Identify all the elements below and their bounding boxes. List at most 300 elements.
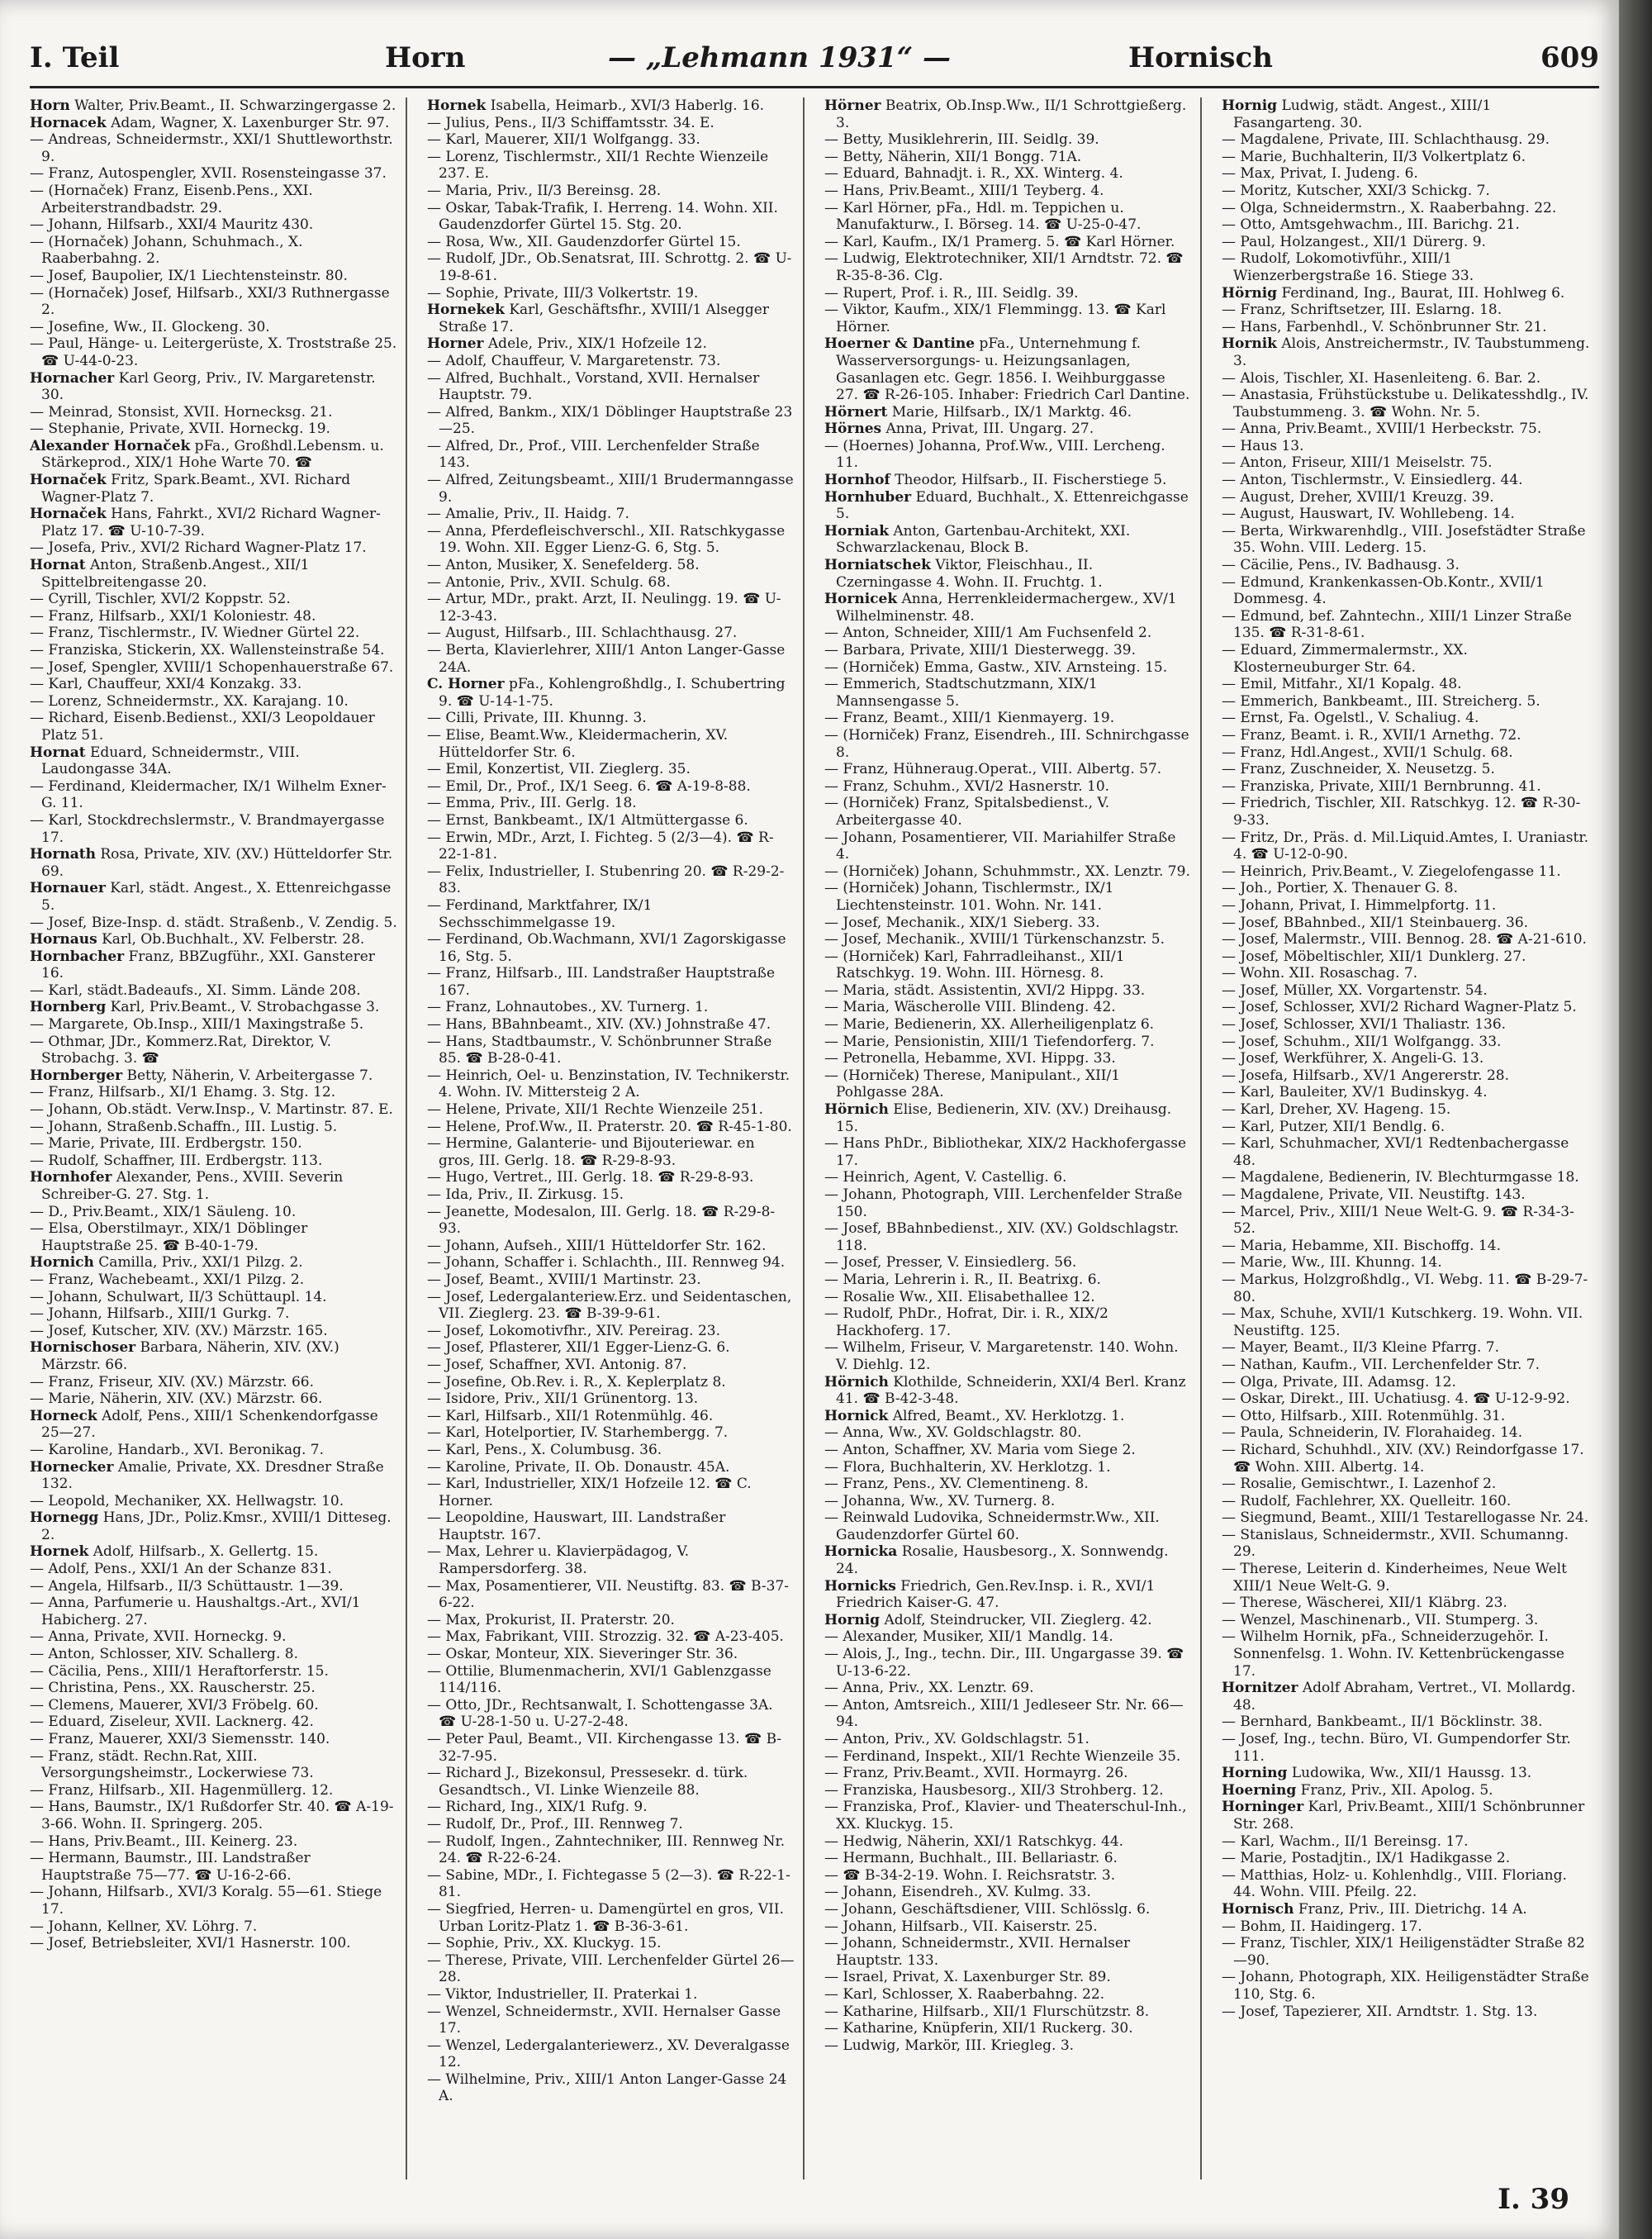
directory-entry: [427, 1067, 795, 1101]
entry-details: — Clemens, Mauerer, XVI/3 Fröbelg. 60.: [30, 1696, 319, 1714]
directory-entry: [30, 1084, 397, 1101]
directory-entry: [30, 1220, 397, 1254]
entry-details: — Angela, Hilfsarb., II/3 Schüttaustr. 1—39.: [30, 1577, 344, 1595]
directory-entry: [427, 931, 795, 965]
entry-surname: Hornitzer: [1222, 1680, 1298, 1697]
directory-entry: [30, 744, 397, 778]
entry-details: — Karl, Wachm., II/1 Bereinsg. 17.: [1222, 1833, 1469, 1850]
entry-details: — (Horniček) Emma, Gastw., XIV. Arnsteing. 15.: [824, 658, 1168, 676]
directory-entry: [824, 1509, 1192, 1543]
entry-details: — Anton, Musiker, X. Senefelderg. 58.: [427, 557, 700, 574]
entry-details: — Karl Hörner, pFa., Hdl. m. Teppichen u. Manufakturw., I. Börseg. 14. ☎ U-25-0-47.: [824, 199, 1142, 234]
directory-entry: [824, 1628, 1192, 1646]
entry-details: — Wenzel, Ledergalanteriewerz., XV. Deveralgasse 12.: [427, 2037, 790, 2071]
entry-details: — Joh., Portier, X. Thenauer G. 8.: [1222, 880, 1459, 897]
entry-details: — Christina, Pens., XX. Rauscherstr. 25.: [30, 1680, 316, 1697]
directory-entry: [824, 1442, 1192, 1459]
entry-details: — Karl, Hilfsarb., XII/1 Rotenmühlg. 46.: [427, 1407, 714, 1424]
directory-entry: [824, 250, 1192, 284]
entry-details: — Edmund, bef. Zahntechn., XIII/1 Linzer Straße 135. ☎ R-31-8-61.: [1222, 607, 1572, 642]
directory-entry: [427, 302, 795, 335]
entry-details: — Rosalie, Gemischtwr., I. Lazenhof 2.: [1222, 1476, 1497, 1493]
entry-details: Hans, JDr., Poliz.Kmsr., XVIII/1 Ditteseg. 2.: [41, 1509, 392, 1543]
directory-entry: [824, 1833, 1192, 1851]
entry-details: Karl, Priv.Beamt., XIII/1 Schönbrunner Str. 268.: [1233, 1799, 1585, 1833]
entry-details: — Karoline, Private, II. Ob. Donaustr. 45A.: [427, 1458, 730, 1476]
entry-details: — Heinrich, Oel- u. Benzinstation, IV. Technikerstr. 4. Wohn. IV. Mittersteig 2 A.: [427, 1067, 790, 1101]
entry-details: — Franz, Autospengler, XVII. Rosensteingasse 37.: [30, 165, 387, 183]
entry-details: — Wilhelmine, Priv., XIII/1 Anton Langer-Gasse 24 A.: [427, 2070, 787, 2105]
entry-details: — Marie, Bedienerin, XX. Allerheiligenplatz 6.: [824, 1016, 1155, 1034]
entry-details: — Josef, Möbeltischler, XII/1 Dunklerg. 27.: [1222, 948, 1526, 965]
entry-details: — Rudolf, Lokomotivführ., XIII/1 Wienzerbergstraße 16. Stiege 33.: [1222, 250, 1474, 284]
entry-details: — Rupert, Prof. i. R., III. Seidlg. 39.: [824, 284, 1079, 302]
entry-details: — Hans, Farbenhdl., V. Schönbrunner Str. 21.: [1222, 318, 1547, 335]
directory-entry: [30, 1561, 397, 1578]
directory-entry: [824, 421, 1192, 438]
entry-details: — Oskar, Tabak-Trafik, I. Herreng. 14. Wohn. XII. Gaudenzdorfer Gürtel 15. Stg. 20.: [427, 199, 778, 234]
entry-details: — Johann, Aufseh., XIII/1 Hütteldorfer Str. 162.: [427, 1237, 767, 1254]
directory-entry: [824, 1374, 1192, 1408]
directory-entry: [427, 1663, 795, 1697]
directory-entry: [30, 1714, 397, 1731]
entry-surname: Hörnert: [824, 403, 888, 421]
entry-details: — Eduard, Zimmermalermstr., XX. Klosterneuburger Str. 64.: [1222, 642, 1468, 676]
entry-details: — Anton, Schneider, XIII/1 Am Fuchsenfeld 2.: [824, 625, 1152, 642]
directory-entry: [1222, 523, 1591, 557]
directory-entry: [30, 1390, 397, 1408]
entry-surname: C. Horner: [427, 676, 505, 693]
directory-entry: [427, 285, 795, 302]
entry-details: Rosalie, Hausbesorg., X. Sonnwendg. 24.: [836, 1543, 1169, 1578]
directory-entry: [1222, 438, 1591, 455]
directory-entry: [1222, 642, 1591, 676]
entry-details: — Johann, Schneidermstr., XVII. Hernalser Hauptstr. 133.: [824, 1935, 1131, 1969]
entry-details: — Helene, Private, XII/1 Rechte Wienzeile 251.: [427, 1101, 763, 1119]
entry-details: — Johann, Geschäftsdiener, VIII. Schlösslg. 6.: [824, 1900, 1151, 1918]
entry-surname: Hornicks: [824, 1577, 896, 1595]
directory-entry: [824, 183, 1192, 200]
entry-details: — Emma, Priv., III. Gerlg. 18.: [427, 795, 637, 812]
directory-entry: [427, 1135, 795, 1169]
directory-entry: [1222, 1680, 1591, 1714]
entry-details: — Johann, Privat, I. Himmelpfortg. 11.: [1222, 896, 1497, 914]
entry-details: — Berta, Wirkwarenhdlg., VIII. Josefstädter Straße 35. Wohn. VIII. Lederg. 15.: [1222, 522, 1586, 557]
entry-details: — Katharine, Hilfsarb., XII/1 Flurschützstr. 8.: [824, 2003, 1150, 2020]
entry-details: — Josef, Spengler, XVIII/1 Schopenhauerstraße 67.: [30, 658, 394, 676]
directory-entry: [427, 1119, 795, 1136]
directory-entry: [824, 1305, 1192, 1339]
directory-entry: [427, 472, 795, 506]
entry-details: — (Horniček) Johann, Schuhmmstr., XX. Lenztr. 79.: [824, 863, 1190, 880]
entry-details: — (Horniček) Therese, Manipulant., XII/1 Pohlgasse 28A.: [824, 1067, 1121, 1101]
directory-entry: [30, 115, 397, 132]
entry-details: — Franz, Mauerer, XXI/3 Siemensstr. 140.: [30, 1731, 330, 1747]
entry-details: — (Horniček) Franz, Eisendreh., III. Schnirchgasse 8.: [824, 726, 1189, 761]
entry-details: — Josef, Tapezierer, XII. Arndtstr. 1. Stg. 13.: [1222, 2003, 1538, 2020]
entry-details: — Marie, Private, III. Erdbergstr. 150.: [30, 1135, 302, 1153]
entry-details: pFa., Kohlengroßhdlg., I. Schubertring 9. ☎ U-14-1-75.: [439, 676, 786, 710]
directory-entry: [824, 1476, 1192, 1493]
directory-entry: [30, 1663, 397, 1680]
entry-details: — Marcel, Priv., XIII/1 Neue Welt-G. 9. ☎ R-34-3-52.: [1222, 1203, 1574, 1238]
entry-details: — Max, Posamentierer, VII. Neustiftg. 83. ☎ B-37-6-22.: [427, 1577, 790, 1612]
directory-entry: [427, 234, 795, 251]
entry-details: — Alois, Tischler, XI. Hasenleiteng. 6. Bar. 2.: [1222, 369, 1541, 387]
entry-surname: Hornecker: [30, 1458, 114, 1476]
entry-details: — Cyrill, Tischler, XVI/2 Koppstr. 52.: [30, 591, 291, 608]
entry-details: — Johann, Schulwart, II/3 Schüttaupl. 14.: [30, 1288, 327, 1305]
entry-surname: Hornischoser: [30, 1339, 136, 1357]
directory-entry: [824, 1578, 1192, 1612]
entry-details: — Rudolf, Dr., Prof., III. Rennweg 7.: [427, 1815, 683, 1833]
directory-entry: [427, 1646, 795, 1663]
directory-entry: [1222, 795, 1591, 829]
directory-entry: [30, 676, 397, 693]
entry-details: — Maria, Hebamme, XII. Bischoffg. 14.: [1222, 1237, 1501, 1254]
entry-details: Adolf, Steindrucker, VII. Zieglerg. 42.: [884, 1611, 1152, 1628]
directory-entry: [824, 1220, 1192, 1254]
directory-entry: [427, 642, 795, 676]
directory-entry: [30, 642, 397, 659]
directory-entry: [427, 404, 795, 438]
directory-entry: [1222, 1408, 1591, 1425]
entry-details: — Barbara, Private, XIII/1 Diesterwegg. 39.: [824, 642, 1136, 658]
entry-details: — Josef, Malermstr., VIII. Bennog. 28. ☎ A-21-610.: [1222, 931, 1587, 948]
directory-entry: [30, 1254, 397, 1272]
entry-details: — Josefine, Ob.Rev. i. R., X. Keplerplatz 8.: [427, 1373, 726, 1390]
directory-entry: [824, 931, 1192, 948]
entry-details: — Fritz, Dr., Präs. d. Mil.Liquid.Amtes, I. Uraniastr. 4. ☎ U-12-0-90.: [1222, 829, 1589, 863]
entry-surname: Hornhuber: [824, 488, 912, 506]
directory-entry: [1222, 1390, 1591, 1408]
entry-details: — Marie, Postadjtin., IX/1 Hadikgasse 2.: [1222, 1850, 1511, 1867]
directory-entry: [30, 183, 397, 216]
directory-entry: [30, 710, 397, 744]
entry-details: — Rudolf, Ingen., Zahntechniker, III. Rennweg Nr. 24. ☎ R-22-6-24.: [427, 1833, 786, 1867]
entry-details: Karl, Priv.Beamt., V. Strobachgasse 3.: [110, 999, 380, 1016]
entry-surname: Hörner: [824, 97, 881, 114]
directory-entry: [824, 1612, 1192, 1629]
entry-details: — Wohn. XII. Rosaschag. 7.: [1222, 965, 1418, 982]
directory-entry: [427, 1289, 795, 1323]
directory-entry: [427, 1374, 795, 1391]
entry-details: — Max, Lehrer u. Klavierpädagog, V. Rampersdorferg. 38.: [427, 1543, 690, 1578]
directory-entry: [1222, 1442, 1591, 1476]
entry-details: — Johann, Posamentierer, VII. Mariahilfer Straße 4.: [824, 829, 1176, 863]
directory-entry: [427, 1935, 795, 1952]
entry-details: — Hedwig, Näherin, XXI/1 Ratschkyg. 44.: [824, 1833, 1124, 1850]
directory-entry: [824, 659, 1192, 677]
entry-details: — Heinrich, Agent, V. Castellig. 6.: [824, 1169, 1067, 1186]
directory-entry: [427, 131, 795, 149]
entry-details: Karl, Geschäftsfhr., XVIII/1 Alsegger Straße 17.: [439, 302, 769, 335]
entry-details: — Anton, Amtsreich., XIII/1 Jedleseer Str. Nr. 66—94.: [824, 1696, 1184, 1731]
entry-details: — Othmar, JDr., Kommerz.Rat, Direktor, V. Strobachg. 3. ☎: [30, 1033, 331, 1067]
entry-details: — Eduard, Ziseleur, XVII. Lacknerg. 42.: [30, 1714, 314, 1731]
entry-details: — Josefine, Ww., II. Glockeng. 30.: [30, 318, 270, 335]
entry-details: — Julius, Pens., II/3 Schiffamtsstr. 34. E.: [427, 114, 714, 131]
entry-details: — Johann, Hilfsarb., XXI/4 Mauritz 430.: [30, 216, 314, 234]
directory-entry: [427, 2037, 795, 2071]
entry-surname: Hornisch: [1222, 1900, 1294, 1918]
entry-details: — Alfred, Bankm., XIX/1 Döblinger Hauptstraße 23—25.: [427, 403, 793, 438]
entry-details: — Magdalene, Private, III. Schlachthausg. 29.: [1222, 131, 1550, 149]
directory-entry: [824, 489, 1192, 523]
column-3: [824, 97, 1202, 2180]
directory-entry: [30, 1595, 397, 1628]
entry-details: — Josef, Müller, XX. Vorgartenstr. 54.: [1222, 982, 1488, 999]
directory-entry: [427, 1731, 795, 1765]
entry-details: — Olga, Schneidermstrn., X. Raaberbahng. 22.: [1222, 199, 1557, 216]
entry-details: — Josefa, Priv., XVI/2 Richard Wagner-Platz 17.: [30, 540, 367, 557]
entry-details: — Josef, Bize-Insp. d. städt. Straßenb., V. Zendig. 5.: [30, 914, 397, 931]
entry-details: — Reinwald Ludovika, Schneidermstr.Ww., XII. Gaudenzdorfer Gürtel 60.: [824, 1509, 1160, 1543]
entry-details: — Wenzel, Maschinenarb., VII. Stumperg. 3.: [1222, 1611, 1539, 1628]
entry-details: — Johann, Photograph, XIX. Heiligenstädter Straße 110, Stg. 6.: [1222, 1969, 1589, 2003]
directory-entry: [427, 1186, 795, 1204]
directory-entry: [1222, 131, 1591, 149]
entry-details: — Bernhard, Bankbeamt., II/1 Böcklinstr. 38.: [1222, 1714, 1543, 1731]
entry-surname: Hörnes: [824, 421, 882, 438]
directory-entry: [427, 1612, 795, 1629]
entry-details: — Johann, Straßenb.Schaffn., III. Lustig. 5.: [30, 1118, 338, 1135]
signature-mark: I. 39: [1498, 2183, 1569, 2216]
directory-entry: [1222, 1357, 1591, 1374]
entry-details: Klothilde, Schneiderin, XXI/4 Berl. Kranz 41. ☎ B-42-3-48.: [836, 1373, 1186, 1408]
directory-entry: [427, 1543, 795, 1577]
entry-details: — Franz, Hilfsarb., XXI/1 Koloniestr. 48.: [30, 607, 316, 625]
entry-details: — Sophie, Private, III/3 Volkertstr. 19.: [427, 284, 699, 302]
directory-entry: [427, 1101, 795, 1119]
directory-entry: [824, 1543, 1192, 1577]
directory-entry: [824, 710, 1192, 727]
entry-details: Isabella, Heimarb., XVI/3 Haberlg. 16.: [490, 97, 765, 114]
entry-details: — Hans, Priv.Beamt., III. Keinerg. 23.: [30, 1833, 298, 1850]
entry-details: — Adolf, Chauffeur, V. Margaretenstr. 73.: [427, 352, 721, 369]
entry-details: — Rosalie Ww., XII. Elisabethallee 12.: [824, 1288, 1095, 1305]
entry-details: — August, Hilfsarb., III. Schlachthausg. 27.: [427, 625, 738, 642]
entry-details: Adele, Priv., XIX/1 Hofzeile 12.: [487, 335, 707, 353]
directory-entry: [824, 1697, 1192, 1731]
entry-details: — Leopold, Mechaniker, XX. Hellwagstr. 10.: [30, 1492, 344, 1509]
directory-entry: [427, 1323, 795, 1340]
header-last-entry: Hornisch: [1128, 41, 1273, 74]
entry-details: Karl, städt. Angest., X. Ettenreichgasse 5.: [41, 880, 392, 914]
directory-entry: [427, 574, 795, 592]
entry-details: pFa., Großhdl.Lebensm. u. Stärkeprod., XIX/1 Hohe Warte 70. ☎: [41, 437, 384, 472]
entry-details: — Franz, Beamt. i. R., XVII/1 Arnethg. 72.: [1222, 726, 1521, 744]
entry-details: — Leopoldine, Hauswart, III. Landstraßer Hauptstr. 167.: [427, 1509, 726, 1543]
directory-entry: [30, 846, 397, 880]
entry-details: Theodor, Hilfsarb., II. Fischerstiege 5.: [895, 472, 1167, 489]
directory-entry: [1222, 1339, 1591, 1357]
directory-entry: [1222, 1374, 1591, 1391]
directory-entry: [824, 1254, 1192, 1272]
entry-details: — Alfred, Dr., Prof., VIII. Lerchenfelder Straße 143.: [427, 437, 760, 472]
entry-details: — Berta, Klavierlehrer, XIII/1 Anton Langer-Gasse 24A.: [427, 642, 786, 676]
entry-surname: Hornicka: [824, 1543, 898, 1561]
directory-entry: [427, 1952, 795, 1986]
entry-details: — Anna, Ww., XV. Goldschlagstr. 80.: [824, 1424, 1082, 1442]
entry-surname: Hörnich: [824, 1373, 889, 1390]
entry-details: — Otto, Hilfsarb., XIII. Rotenmühlg. 31.: [1222, 1407, 1506, 1424]
entry-details: — Hermine, Galanterie- und Bijouteriewar. en gros, III. Gerlg. 18. ☎ R-29-8-93.: [427, 1135, 755, 1169]
entry-details: — Ludwig, Elektrotechniker, XII/1 Arndtstr. 72. ☎ R-35-8-36. Clg.: [824, 250, 1184, 284]
entry-details: — Franz, Tischler, XIX/1 Heiligenstädter Straße 82—90.: [1222, 1935, 1585, 1969]
entry-details: Franz, Priv., XII. Apolog. 5.: [1300, 1781, 1493, 1799]
directory-entry: [427, 335, 795, 353]
directory-entry: [1222, 1135, 1591, 1169]
entry-details: Friedrich, Gen.Rev.Insp. i. R., XVI/1 Friedrich Kaiser-G. 47.: [836, 1577, 1156, 1612]
directory-entry: [1222, 693, 1591, 711]
entry-details: — Ida, Priv., II. Zirkusg. 15.: [427, 1186, 624, 1203]
entry-details: Walter, Priv.Beamt., II. Schwarzingergasse 2.: [74, 97, 396, 114]
directory-entry: [824, 1135, 1192, 1169]
entry-details: — August, Hauswart, IV. Wohllebeng. 14.: [1222, 506, 1515, 523]
directory-entry: [1222, 1969, 1591, 2003]
entry-details: — Amalie, Priv., II. Haidg. 7.: [427, 506, 629, 523]
entry-details: — Ludwig, Markör, III. Kriegleg. 3.: [824, 2037, 1075, 2054]
entry-surname: Hörnich: [824, 1101, 889, 1119]
entry-details: — Isidore, Priv., XII/1 Grünentorg. 13.: [427, 1390, 699, 1408]
directory-entry: [1222, 1067, 1591, 1085]
directory-entry: [1222, 1238, 1591, 1255]
entry-details: Franz, Priv., III. Dietrichg. 14 A.: [1298, 1900, 1527, 1918]
entry-details: — Karl, Putzer, XII/1 Bendlg. 6.: [1222, 1118, 1446, 1135]
directory-entry: [824, 880, 1192, 914]
directory-entry: [30, 1135, 397, 1153]
columns: [30, 97, 1599, 2180]
directory-entry: [1222, 1204, 1591, 1238]
entry-details: — Cilli, Private, III. Khunng. 3.: [427, 710, 647, 727]
directory-entry: [1222, 1272, 1591, 1305]
entry-details: Adolf, Pens., XIII/1 Schenkendorfgasse 25—27.: [41, 1407, 378, 1442]
entry-details: — Paul, Hänge- u. Leitergerüste, X. Troststraße 25. ☎ U-44-0-23.: [30, 335, 397, 369]
directory-entry: [427, 353, 795, 370]
entry-details: — Franz, Pens., XV. Clementineng. 8.: [824, 1476, 1089, 1493]
directory-entry: [824, 302, 1192, 335]
entry-details: — Paula, Schneiderin, IV. Florahaideg. 14.: [1222, 1424, 1523, 1442]
entry-details: — Karl, Hotelportier, IV. Starhembergg. 7.: [427, 1424, 729, 1442]
directory-entry: [1222, 302, 1591, 319]
directory-entry: [1222, 387, 1591, 421]
directory-entry: [824, 97, 1192, 131]
entry-details: — Karl, städt.Badeaufs., XI. Simm. Lände 208.: [30, 982, 361, 999]
directory-entry: [1222, 744, 1591, 762]
column-1: [30, 97, 407, 2180]
directory-entry: [1222, 216, 1591, 234]
directory-entry: [1222, 1731, 1591, 1765]
entry-details: — Karl, Industrieller, XIX/1 Hofzeile 12. ☎ C. Horner.: [427, 1476, 752, 1509]
directory-entry: [30, 557, 397, 591]
entry-details: — Nathan, Kaufm., VII. Lerchenfelder Str. 7.: [1222, 1356, 1540, 1373]
entry-surname: Hornbacher: [30, 948, 125, 965]
directory-entry: [1222, 319, 1591, 336]
entry-details: Eduard, Schneidermstr., VIII. Laudongasse 34A.: [41, 744, 300, 778]
directory-entry: [30, 97, 397, 115]
header-title: — „Lehmann 1931“ —: [608, 41, 951, 74]
directory-entry: [824, 915, 1192, 932]
entry-surname: Hornekek: [427, 302, 505, 319]
entry-details: — Otto, JDr., Rechtsanwalt, I. Schottengasse 3A. ☎ U-28-1-50 u. U-27-2-48.: [427, 1696, 773, 1731]
directory-entry: [30, 1833, 397, 1851]
directory-entry: [427, 1238, 795, 1255]
directory-entry: [1222, 574, 1591, 608]
entry-details: — Ernst, Bankbeamt., IX/1 Altmüttergasse 6.: [427, 811, 748, 829]
directory-entry: [824, 982, 1192, 1000]
directory-entry: [824, 149, 1192, 166]
directory-entry: [824, 2037, 1192, 2055]
directory-entry: [824, 1034, 1192, 1051]
directory-entry: [30, 1119, 397, 1136]
directory-entry: [30, 1034, 397, 1067]
directory-entry: [30, 591, 397, 608]
entry-details: — Karl, Bauleiter, XV/1 Budinskyg. 4.: [1222, 1084, 1488, 1101]
entry-details: — Siegfried, Herren- u. Damengürtel en gros, VII. Urban Loritz-Platz 1. ☎ B-36-3-61.: [427, 1900, 784, 1935]
directory-entry: [824, 1731, 1192, 1748]
entry-surname: Hornik: [1222, 335, 1277, 353]
directory-entry: [427, 863, 795, 897]
entry-details: Rosa, Private, XIV. (XV.) Hütteldorfer Str. 69.: [41, 846, 393, 880]
entry-details: — Josef, Schlosser, XVI/2 Richard Wagner-Platz 5.: [1222, 999, 1577, 1016]
directory-entry: [1222, 982, 1591, 1000]
entry-details: — Mayer, Beamt., II/3 Kleine Pfarrg. 7.: [1222, 1339, 1499, 1357]
directory-entry: [30, 1289, 397, 1306]
directory-entry: [1222, 931, 1591, 948]
directory-entry: [427, 370, 795, 404]
entry-surname: Hoerner & Dantine: [824, 335, 976, 353]
directory-entry: [1222, 454, 1591, 472]
entry-details: — Rudolf, PhDr., Hofrat, Dir. i. R., XIX/2 Hackhoferg. 17.: [824, 1305, 1108, 1339]
directory-entry: [824, 1748, 1192, 1766]
directory-entry: [30, 472, 397, 506]
entry-details: — Emmerich, Bankbeamt., III. Streicherg. 5.: [1222, 692, 1540, 710]
directory-entry: [824, 761, 1192, 778]
entry-surname: Hornacher: [30, 369, 115, 387]
directory-entry: [427, 1034, 795, 1067]
entry-details: — Richard, Ing., XIX/1 Rufg. 9.: [427, 1799, 648, 1816]
directory-entry: [30, 438, 397, 472]
directory-entry: [824, 830, 1192, 863]
directory-entry: [1222, 285, 1591, 302]
entry-details: — Olga, Private, III. Adamsg. 12.: [1222, 1373, 1456, 1390]
directory-entry: [427, 183, 795, 200]
entry-details: — Max, Fabrikant, VIII. Strozzig. 32. ☎ A-23-405.: [427, 1628, 784, 1646]
entry-details: — Therese, Wäscherei, XII/1 Kläbrg. 23.: [1222, 1595, 1507, 1612]
directory-entry: [427, 591, 795, 625]
entry-surname: Hornaček: [30, 472, 107, 489]
entry-details: — Josef, Betriebsleiter, XVI/1 Hasnerstr. 100.: [30, 1935, 351, 1952]
entry-details: Ludowika, Ww., XII/1 Haussg. 13.: [1291, 1765, 1532, 1782]
entry-details: — Hans, BBahnbeamt., XIV. (XV.) Johnstraße 47.: [427, 1016, 771, 1034]
directory-entry: [427, 1816, 795, 1833]
directory-entry: [427, 1424, 795, 1442]
directory-entry: [1222, 880, 1591, 897]
directory-entry: [824, 795, 1192, 829]
entry-details: — Karl, Mauerer, XII/1 Wolfgangg. 33.: [427, 131, 700, 149]
entry-details: — Anton, Tischlermstr., V. Einsiedlerg. 44.: [1222, 472, 1523, 489]
directory-entry: [824, 285, 1192, 302]
directory-entry: [1222, 370, 1591, 387]
directory-entry: [30, 880, 397, 914]
directory-entry: [30, 1272, 397, 1289]
directory-entry: [1222, 1050, 1591, 1067]
directory-entry: [30, 1442, 397, 1459]
directory-entry: [30, 1323, 397, 1340]
entry-details: Betty, Näherin, V. Arbeitergasse 7.: [126, 1067, 373, 1084]
entry-details: — Richard J., Bizekonsul, Pressesekr. d. türk. Gesandtsch., VI. Linke Wienzeile 88.: [427, 1765, 748, 1799]
